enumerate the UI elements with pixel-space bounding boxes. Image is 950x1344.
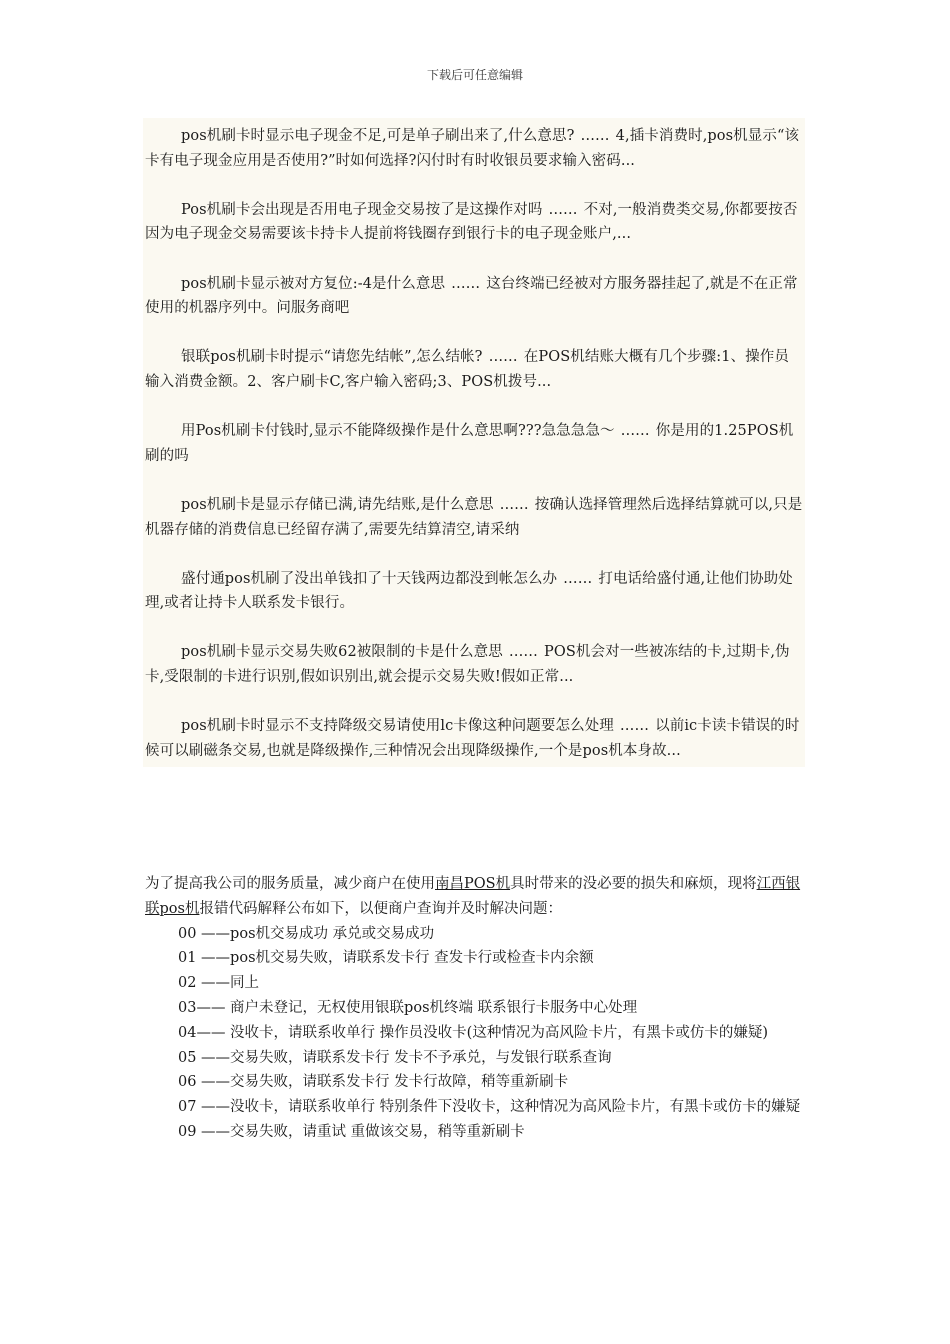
qa-separator: ……: [451, 275, 481, 292]
jiangxi-unionpay-pos-link[interactable]: 江西银联pos机: [145, 876, 801, 917]
qa-item: [143, 419, 805, 468]
error-code-section: [145, 872, 810, 1145]
qa-item: [143, 198, 805, 247]
qa-item: [143, 124, 805, 173]
qa-separator: ……: [508, 644, 539, 661]
qa-question: 银联pos机刷卡时提示“请您先结帐”,怎么结帐?: [181, 349, 483, 366]
error-code-line: 05 ——交易失败，请联系发卡行 发卡不予承兑，与发银行联系查询: [178, 1049, 612, 1066]
qa-list: [143, 118, 805, 767]
qa-answer: POS机会对一些被冻结的卡,过期卡,伪卡,受限制的卡进行识别,假如识别出,就会提示交易失败!假如正常...: [145, 644, 790, 686]
qa-item: [143, 272, 805, 321]
qa-separator: ……: [499, 496, 529, 513]
error-code-line: 04—— 没收卡，请联系收单行 操作员没收卡(这种情况为高风险卡片，有黑卡或仿卡的嫌疑): [178, 1024, 768, 1041]
error-code-line: 09 ——交易失败，请重试 重做该交易，稍等重新刷卡: [178, 1123, 525, 1140]
qa-separator: ……: [563, 570, 593, 587]
intro-text: 报错代码解释公布如下，以便商户查询并及时解决问题：: [199, 900, 562, 917]
qa-question: pos机刷卡显示被对方复位:-4是什么意思: [181, 275, 446, 292]
error-code-line: 06 ——交易失败，请联系发卡行 发卡行故障，稍等重新刷卡: [178, 1074, 569, 1091]
qa-question: 用Pos机刷卡付钱时,显示不能降级操作是什么意思啊???急急急急～: [181, 423, 615, 440]
qa-answer: 这台终端已经被对方服务器挂起了,就是不在正常使用的机器序列中。问服务商吧: [145, 275, 798, 317]
qa-separator: ……: [548, 201, 578, 218]
nanchang-pos-link[interactable]: 南昌POS机: [435, 876, 511, 892]
qa-item: [143, 567, 805, 616]
qa-answer: 在POS机结账大概有几个步骤:1、操作员输入消费金额。2、客户刷卡C,客户输入密码;3、POS机拨号...: [145, 349, 789, 390]
error-code-line: 01 ——pos机交易失败，请联系发卡行 查发卡行或检查卡内余额: [178, 950, 594, 967]
qa-question: pos机刷卡是显示存储已满,请先结账,是什么意思: [181, 496, 494, 513]
error-code-line: 07 ——没收卡，请联系收单行 特别条件下没收卡，这种情况为高风险卡片，有黑卡或仿卡的嫌疑: [178, 1099, 801, 1116]
qa-item: [143, 493, 805, 542]
intro-text: 具时带来的没必要的损失和麻烦，现将: [510, 876, 757, 892]
intro-paragraph: [145, 872, 810, 922]
qa-separator: ……: [488, 349, 518, 366]
qa-answer: 以前ic卡读卡错误的时候可以刷磁条交易,也就是降级操作,三种情况会出现降级操作,一个是pos机本身故...: [145, 718, 800, 759]
qa-item: [143, 640, 805, 689]
qa-question: 盛付通pos机刷了没出单钱扣了十天钱两边都没到帐怎么办: [181, 570, 558, 587]
qa-separator: ……: [619, 718, 650, 735]
qa-separator: ……: [580, 128, 610, 144]
qa-answer: 你是用的1.25POS机刷的吗: [145, 423, 794, 464]
qa-question: pos机刷卡时显示不支持降级交易请使用lc卡像这种问题要怎么处理: [181, 718, 614, 735]
intro-text: 为了提高我公司的服务质量，减少商户在使用: [145, 876, 435, 892]
error-code-line: 03—— 商户未登记，无权使用银联pos机终端 联系银行卡服务中心处理: [178, 999, 638, 1016]
qa-answer: 打电话给盛付通,让他们协助处理,或者让持卡人联系发卡银行。: [145, 570, 793, 612]
qa-answer: 4,插卡消费时,pos机显示“该卡有电子现金应用是否使用?”时如何选择?闪付时有时收银员要求输入密码...: [145, 128, 800, 169]
qa-question: Pos机刷卡会出现是否用电子现金交易按了是这操作对吗: [181, 201, 543, 218]
qa-question: pos机刷卡显示交易失败62被限制的卡是什么意思: [181, 644, 503, 661]
qa-item: [143, 714, 805, 763]
error-code-line: 00 ——pos机交易成功 承兑或交易成功: [178, 925, 435, 942]
qa-answer: 不对,一般消费类交易,你都要按否 因为电子现金交易需要该卡持卡人提前将钱圈存到银行卡的电子现金账户,...: [145, 201, 798, 243]
qa-item: [143, 345, 805, 394]
qa-answer: 按确认选择管理然后选择结算就可以,只是机器存储的消费信息已经留存满了,需要先结算清空,请采纳: [145, 496, 803, 538]
qa-question: pos机刷卡时显示电子现金不足,可是单子刷出来了,什么意思?: [181, 128, 575, 144]
qa-separator: ……: [620, 423, 650, 440]
page-header: 下载后可任意编辑: [426, 68, 523, 82]
error-code-line: 02 ——同上: [178, 975, 260, 992]
